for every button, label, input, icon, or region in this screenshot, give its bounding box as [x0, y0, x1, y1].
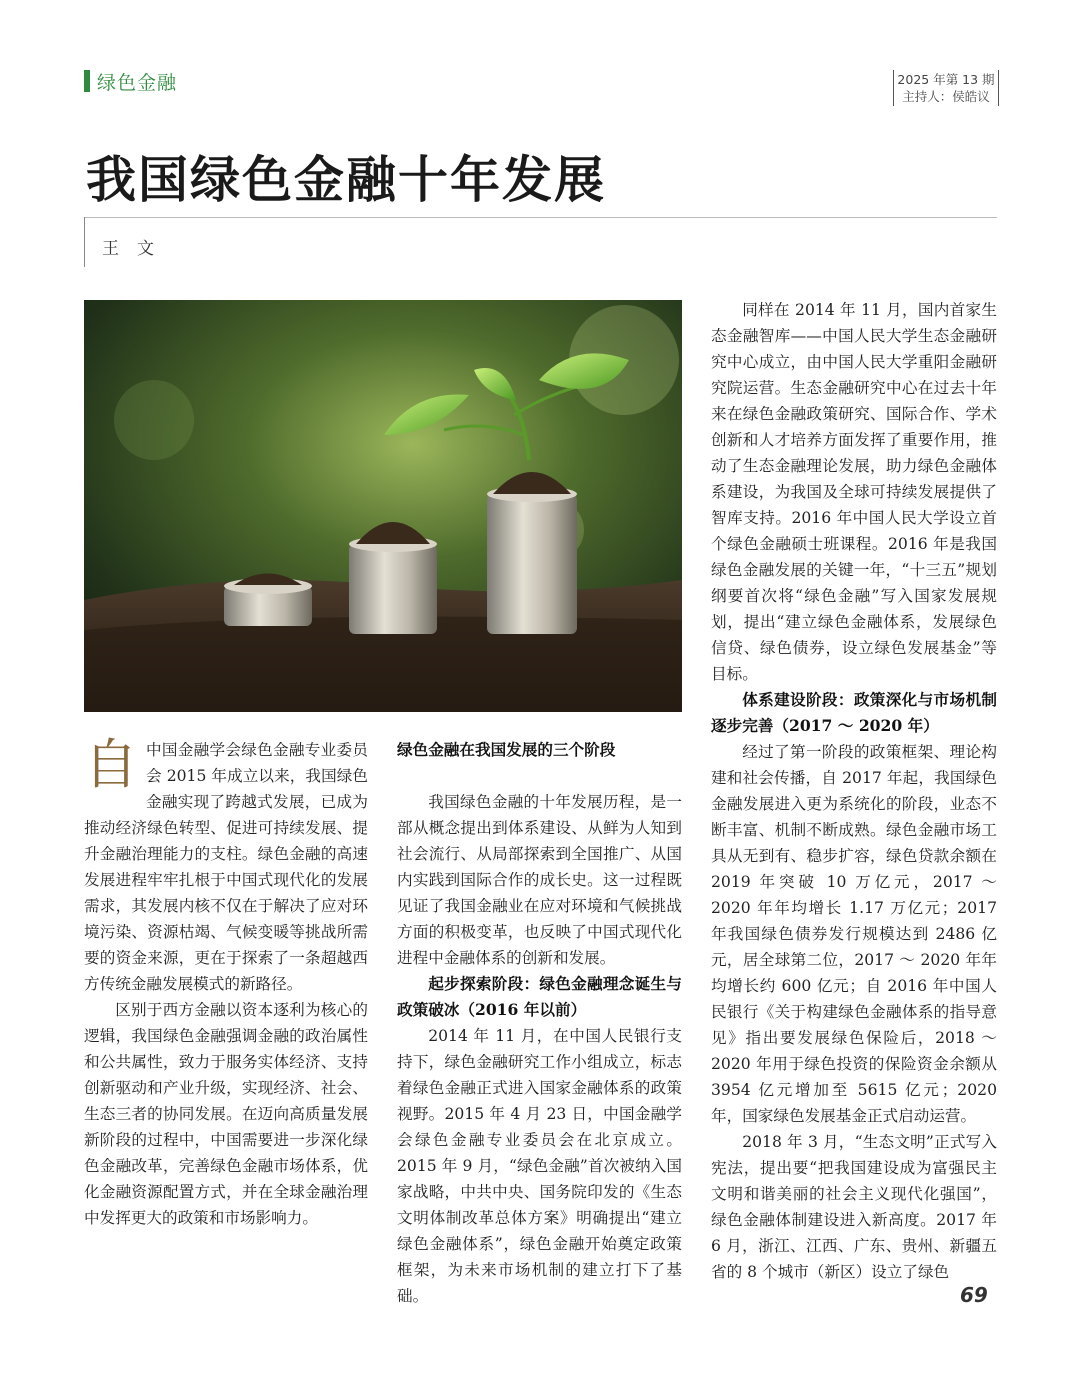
issue-info	[893, 70, 999, 106]
author-divider	[84, 217, 85, 267]
section-heading: 绿色金融在我国发展的三个阶段	[397, 741, 616, 759]
article-photo	[84, 300, 682, 712]
stage-heading: 体系建设阶段：政策深化与市场机制逐步完善（2017 ～ 2020 年）	[711, 690, 997, 735]
issue-number: 2025 年第 13 期	[897, 72, 995, 87]
paragraph: 2018 年 3 月，“生态文明”正式写入宪法，提出要“把我国建设成为富强民主文明和谐美丽的社会主义现代化强国”，绿色金融体制建设进入新高度。2017 年 6 月，浙江、江西、广东、贵州、新疆五省的 8 个城市（新区）设立了绿色	[711, 1133, 997, 1281]
paragraph: 区别于西方金融以资本逐利为核心的逻辑，我国绿色金融强调金融的政治属性和公共属性，致力于服务实体经济、支持创新驱动和产业升级，实现经济、社会、生态三者的协同发展。在迈向高质量发展新阶段的过程中，中国需要进一步深化绿色金融改革，完善绿色金融市场体系，优化金融资源配置方式，并在全球金融治理中发挥更大的政策和市场影响力。	[84, 1001, 368, 1227]
column-2	[397, 737, 682, 1309]
section-marker	[84, 70, 90, 92]
drop-cap: 自	[84, 733, 138, 796]
column-3	[711, 297, 997, 1285]
paragraph: 经过了第一阶段的政策框架、理论构建和社会传播，自 2017 年起，我国绿色金融发展进入更为系统化的阶段，业态不断丰富、机制不断成熟。绿色金融市场工具从无到有、稳步扩容，绿色贷款余额在 2019 年突破 10 万亿元，2017 ～ 2020 年年均增长 1.17 万亿元；2017 年我国绿色债券发行规模达到 2486 亿元，居全球第二位，2017 ～ 2020 年年均增长约 600 亿元；自 2016 年中国人民银行《关于构建绿色金融体系的指导意见》指出要发展绿色保险后，2018 ～ 2020 年用于绿色投资的保险资金余额从 3954 亿元增加至 5615 亿元；2020 年，国家绿色发展基金正式启动运营。	[711, 743, 997, 1125]
author-name: 王文	[102, 239, 172, 259]
article-title: 我国绿色金融十年发展	[86, 151, 606, 209]
paragraph: 中国金融学会绿色金融专业委员会 2015 年成立以来，我国绿色金融实现了跨越式发展，已成为推动经济绿色转型、促进可持续发展、提升金融治理能力的支柱。绿色金融的高速发展进程牢牢扎根于中国式现代化的发展需求，其发展内核不仅在于解决了应对环境污染、资源枯竭、气候变暖等挑战所需要的资金来源，更在于探索了一条超越西方传统金融发展模式的新路径。	[84, 741, 368, 993]
paragraph: 我国绿色金融的十年发展历程，是一部从概念提出到体系建设、从鲜为人知到社会流行、从局部探索到全国推广、从国内实践到国际合作的成长史。这一过程既见证了我国金融业在应对环境和气候挑战方面的积极变革，也反映了中国式现代化进程中金融体系的创新和发展。	[397, 793, 682, 967]
stage-heading: 起步探索阶段：绿色金融理念诞生与政策破冰（2016 年以前）	[397, 974, 682, 1019]
host-name: 主持人：侯皓议	[902, 89, 990, 104]
paragraph: 2014 年 11 月，在中国人民银行支持下，绿色金融研究工作小组成立，标志着绿色金融正式进入国家金融体系的政策视野。2015 年 4 月 23 日，中国金融学会绿色金融专业委员会在北京成立。2015 年 9 月，“绿色金融”首次被纳入国家战略，中共中央、国务院印发的《生态文明体制改革总体方案》明确提出“建立绿色金融体系”，绿色金融开始奠定政策框架，为未来市场机制的建立打下了基础。	[397, 1027, 682, 1305]
section-label: 绿色金融	[97, 72, 178, 94]
paragraph: 同样在 2014 年 11 月，国内首家生态金融智库——中国人民大学生态金融研究中心成立，由中国人民大学重阳金融研究院运营。生态金融研究中心在过去十年来在绿色金融政策研究、国际合作、学术创新和人才培养方面发挥了重要作用，推动了生态金融理论发展，助力绿色金融体系建设，为我国及全球可持续发展提供了智库支持。2016 年中国人民大学设立首个绿色金融硕士班课程。2016 年是我国绿色金融发展的关键一年，“十三五”规划纲要首次将“绿色金融”写入国家发展规划，提出“建立绿色金融体系，发展绿色信贷、绿色债券，设立绿色发展基金”等目标。	[711, 301, 997, 683]
column-1	[84, 733, 368, 1231]
title-rule	[84, 217, 997, 218]
page-number: 69	[960, 1283, 988, 1307]
